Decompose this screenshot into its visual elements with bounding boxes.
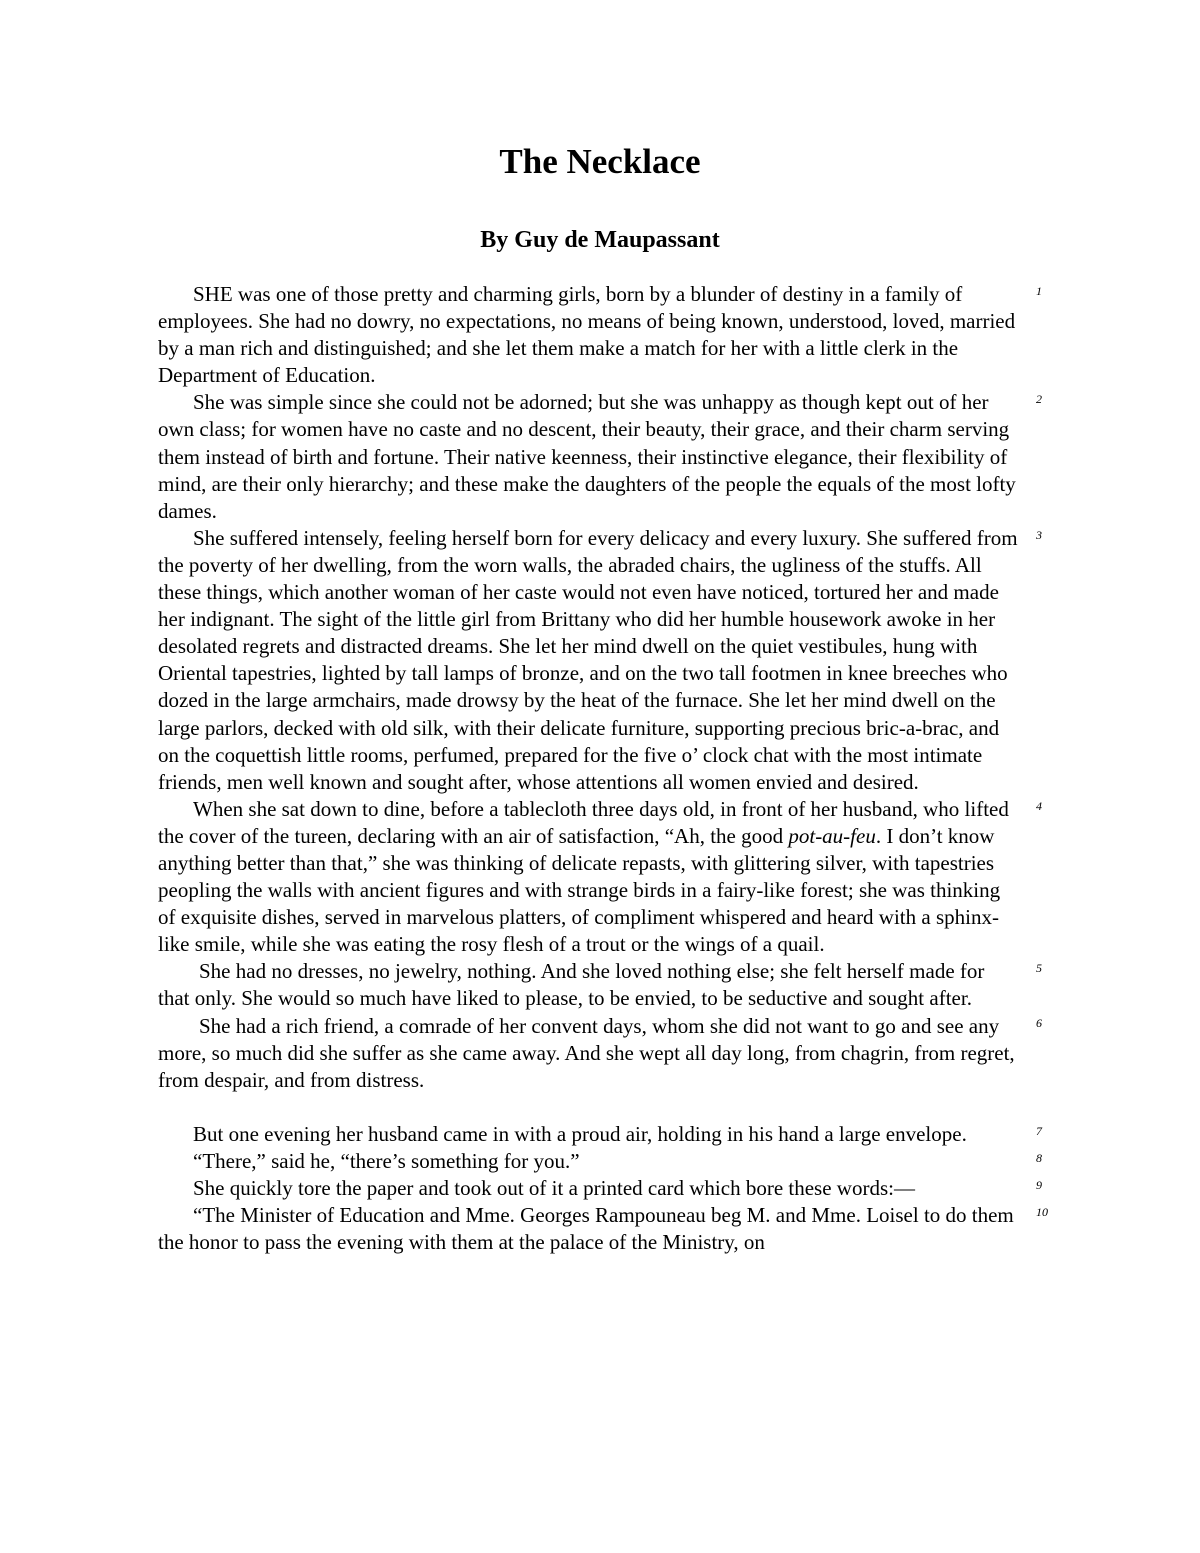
paragraph-4 bbox=[158, 796, 1042, 959]
paragraph-number: 2 bbox=[1036, 392, 1042, 407]
document-author: By Guy de Maupassant bbox=[480, 227, 720, 253]
paragraph-text: She was simple since she could not be adorned; but she was unhappy as though kept out of her own class; for women have no caste and no descent, their beauty, their grace, and their charm serving them instead of birth and fortune. Their native keenness, their instinctive elegance, their flexibility of mind, are their only hierarchy; and these make the daughters of the people the equals of the most lofty dames. bbox=[158, 390, 1016, 523]
paragraph-text: She had no dresses, no jewelry, nothing. And she loved nothing else; she felt herself made for that only. She would so much have liked to please, to be envied, to be seductive and sought after. bbox=[158, 959, 985, 1011]
paragraph-text: She quickly tore the paper and took out of it a printed card which bore these words:— bbox=[193, 1176, 915, 1200]
paragraph-number: 7 bbox=[1036, 1123, 1042, 1138]
paragraph-text: “The Minister of Education and Mme. Georges Rampouneau beg M. and Mme. Loisel to do them the honor to pass the evening with them at the palace of the Ministry, on bbox=[158, 1203, 1014, 1255]
paragraph-7 bbox=[158, 1121, 1042, 1148]
paragraph-10 bbox=[158, 1202, 1048, 1256]
paragraph-number: 1 bbox=[1036, 284, 1042, 298]
paragraph-number: 6 bbox=[1036, 1015, 1042, 1030]
paragraph-text: She suffered intensely, feeling herself born for every delicacy and every luxury. She suffered from the poverty of her dwelling, from the worn walls, the abraded chairs, the ugliness of the stuffs. All these things, which another woman of her caste would not even have noticed, tortured her and made her indignant. The sight of the little girl from Brittany who did her humble housework awoke in her desolated regrets and distracted dreams. She let her mind dwell on the quiet vestibules, hung with Oriental tapestries, lighted by tall lamps of bronze, and on the two tall footmen in knee breeches who dozed in the large armchairs, made drowsy by the heat of the furnace. She let her mind dwell on the large parlors, decked with old silk, with their delicate furniture, supporting precious bric-a-brac, and on the coquettish little rooms, perfumed, prepared for the five o’ clock chat with the most intimate friends, men well known and sought after, whose attentions all women envied and desired. bbox=[158, 525, 1018, 794]
paragraph-text: She had a rich friend, a comrade of her convent days, whom she did not want to go and see any more, so much did she suffer as she came away. And she wept all day long, from chagrin, from regret, from despair, and from distress. bbox=[158, 1013, 1015, 1092]
paragraph-5 bbox=[158, 958, 1042, 1012]
document-title: The Necklace bbox=[499, 142, 701, 181]
paragraph-text: But one evening her husband came in with a proud air, holding in his hand a large envelope. bbox=[193, 1121, 967, 1146]
paragraph-1 bbox=[158, 281, 1042, 389]
paragraph-text-after: . I don’t know anything better than that,” she was thinking of delicate repasts, with glittering silver, with tapestries peopling the walls with ancient figures and with strange birds in a fairy-like forest; she was thinking of exquisite dishes, served in marvelous platters, of compliment whispered and heard with a sphinx-like smile, while she was eating the rosy flesh of a trout or the wings of a quail. bbox=[158, 823, 1001, 957]
paragraph-3 bbox=[158, 525, 1042, 796]
paragraph-italic-term: pot-au-feu bbox=[788, 823, 876, 848]
document-body bbox=[158, 281, 1058, 1256]
paragraph-2 bbox=[158, 389, 1042, 524]
paragraph-number: 4 bbox=[1036, 798, 1042, 813]
paragraph-text-before: When she sat down to dine, before a tablecloth three days old, in front of her husband, who lifted the cover of the tureen, declaring with an air of satisfaction, “Ah, the good bbox=[158, 796, 1009, 848]
paragraph-text: “There,” said he, “there’s something for you.” bbox=[193, 1148, 580, 1173]
paragraph-number: 9 bbox=[1036, 1178, 1042, 1192]
paragraph-6 bbox=[158, 1013, 1042, 1094]
paragraph-number: 10 bbox=[1036, 1205, 1048, 1220]
paragraph-9 bbox=[158, 1175, 1042, 1202]
section-gap bbox=[158, 1094, 1058, 1121]
paragraph-number: 5 bbox=[1036, 961, 1042, 976]
paragraph-text: SHE was one of those pretty and charming girls, born by a blunder of destiny in a family of employees. She had no dowry, no expectations, no means of being known, understood, loved, married by a man rich and distinguished; and she let them make a match for her with a little clerk in the Department of Education. bbox=[158, 282, 1016, 388]
paragraph-number: 8 bbox=[1036, 1150, 1042, 1165]
paragraph-number: 3 bbox=[1036, 527, 1042, 542]
paragraph-8 bbox=[158, 1148, 1042, 1175]
